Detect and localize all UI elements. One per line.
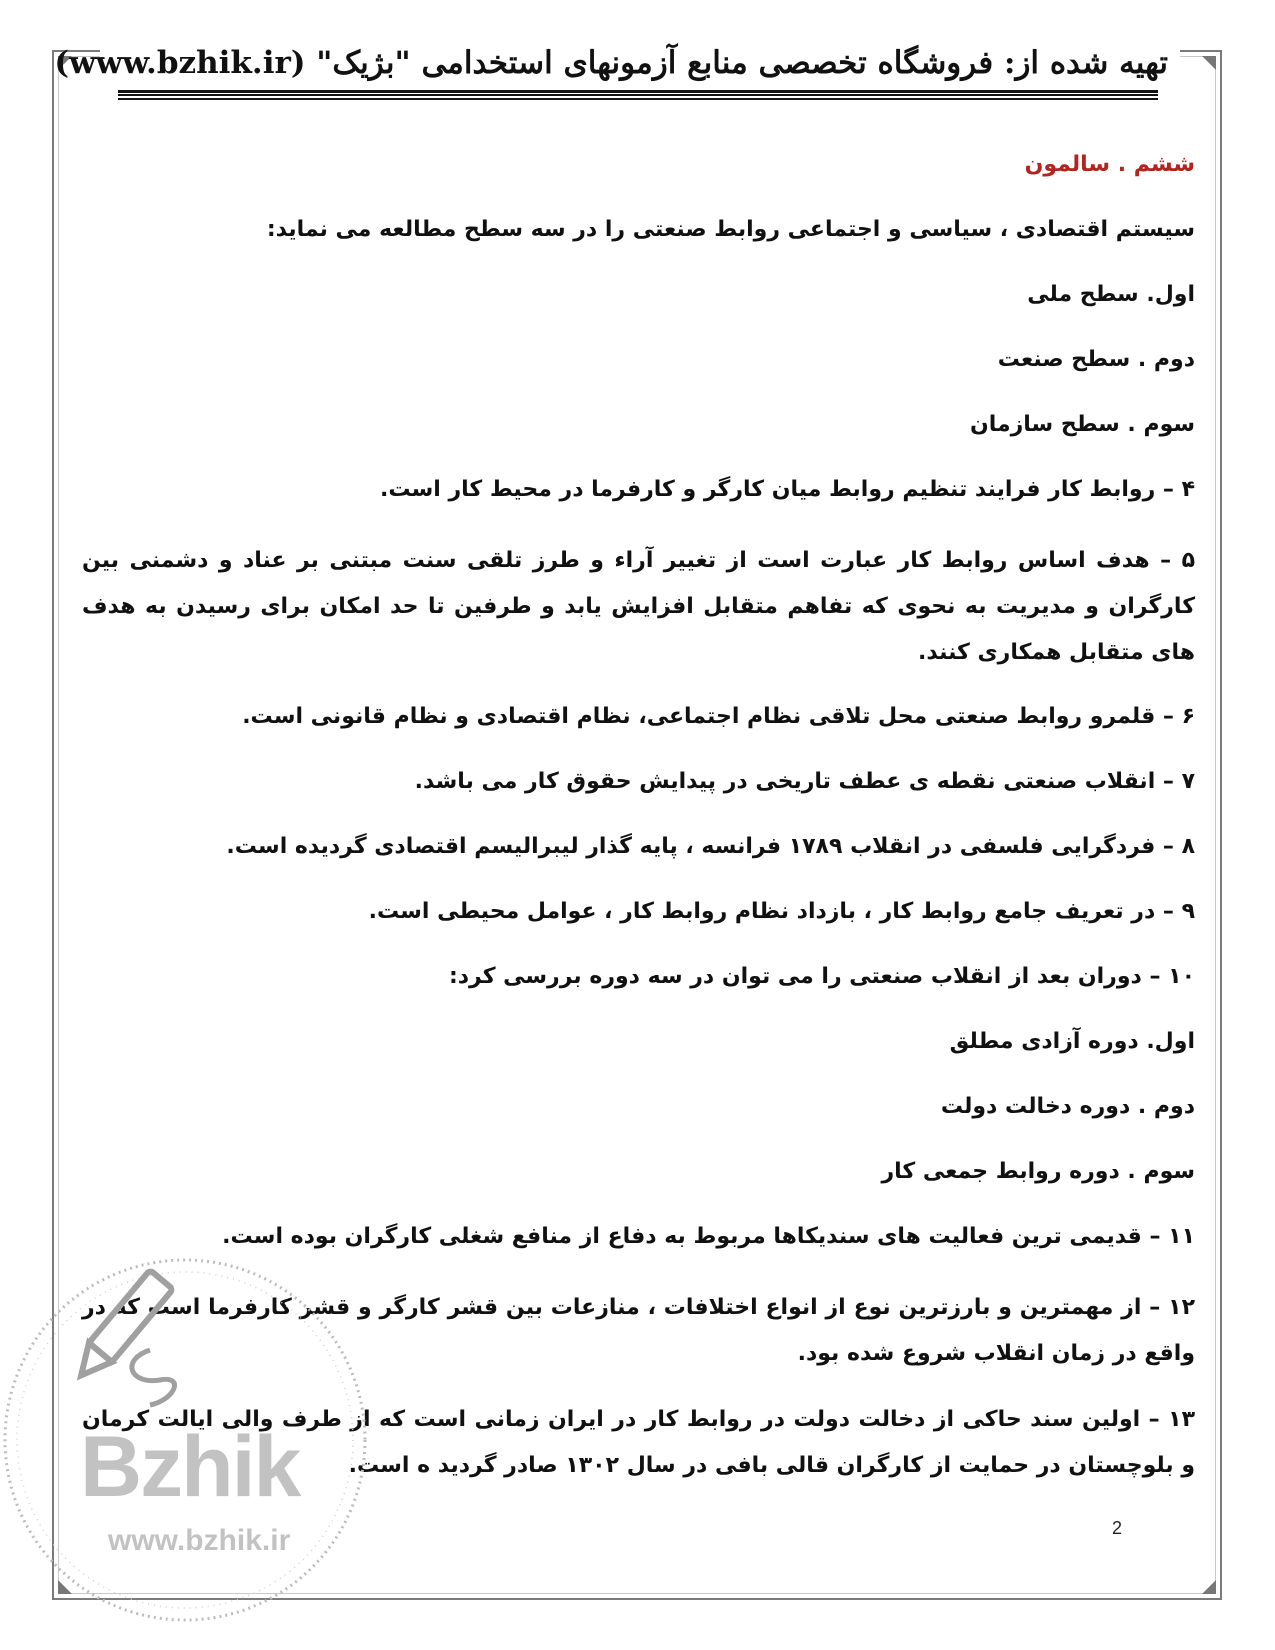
paragraph: ۸ – فردگرایی فلسفی در انقلاب ۱۷۸۹ فرانسه ، پایه گذار لیبرالیسم اقتصادی گردیده است. [226,834,1195,859]
paragraph: ۱۱ – قدیمی ترین فعالیت های سندیکاها مربوط به دفاع از منافع شغلی کارگران بوده است. [222,1224,1195,1249]
paragraph: ۱۲ – از مهمترین و بارزترین نوع از انواع اختلافات ، منازعات بین قشر کارگر و قشر کارفرما است که در واقع در زمان انقلاب شروع شده بود. [82,1295,1195,1366]
list-item: دوم . سطح صنعت [997,347,1195,372]
page-header: تهیه شده از: فروشگاه تخصصی منابع آزمونهای استخدامی "بژیک" (www.bzhik.ir) [100,38,1180,88]
paragraph: ۱۳ – اولین سند حاکی از دخالت دولت در روابط کار در ایران زمانی است که از طرف والی ایالت کرمان و بلوچستان در حمایت از کارگران قالی بافی در سال ۱۳۰۲ صادر گردید ه است. [82,1407,1195,1478]
list-item: اول. سطح ملی [1027,282,1195,307]
header-rule [118,90,1158,96]
header-rule-secondary [118,98,1158,100]
paragraph: ۶ – قلمرو روابط صنعتی محل تلاقی نظام اجتماعی، نظام اقتصادی و نظام قانونی است. [242,704,1195,729]
paragraph: ۷ – انقلاب صنعتی نقطه ی عطف تاریخی در پیدایش حقوق کار می باشد. [414,769,1195,794]
paragraph: ۹ – در تعریف جامع روابط کار ، بازداد نظام روابط کار ، عوامل محیطی است. [368,899,1195,924]
page-number: 2 [1112,1518,1123,1538]
frame-corner-bottom-left [58,1580,72,1594]
watermark-url: www.bzhik.ir [108,1524,291,1557]
list-item: دوم . دوره دخالت دولت [940,1094,1195,1119]
list-item: سوم . سطح سازمان [969,412,1195,437]
paragraph: سیستم اقتصادی ، سیاسی و اجتماعی روابط صنعتی را در سه سطح مطالعه می نماید: [266,217,1195,242]
paragraph: ۱۰ – دوران بعد از انقلاب صنعتی را می توان در سه دوره بررسی کرد: [448,964,1195,989]
frame-corner-bottom-right [1202,1580,1216,1594]
paragraph: ۵ – هدف اساس روابط کار عبارت است از تغییر آراء و طرز تلقی سنت مبتنی بر عناد و دشمنی بین کارگران و مدیریت به نحوی که تفاهم متقابل افزایش یابد و طرفین تا حد امکان برای رسیدن به هدف های متقابل همکاری کنند. [82,548,1195,665]
document-body [82,148,1195,1520]
section-heading: ششم . سالمون [1024,152,1195,177]
frame-corner-top-right [1202,56,1216,70]
list-item: اول. دوره آزادی مطلق [949,1029,1195,1054]
paragraph: ۴ – روابط کار فرایند تنظیم روابط میان کارگر و کارفرما در محیط کار است. [380,477,1195,502]
list-item: سوم . دوره روابط جمعی کار [881,1159,1195,1184]
watermark-brand: Bzhik [80,1419,300,1515]
